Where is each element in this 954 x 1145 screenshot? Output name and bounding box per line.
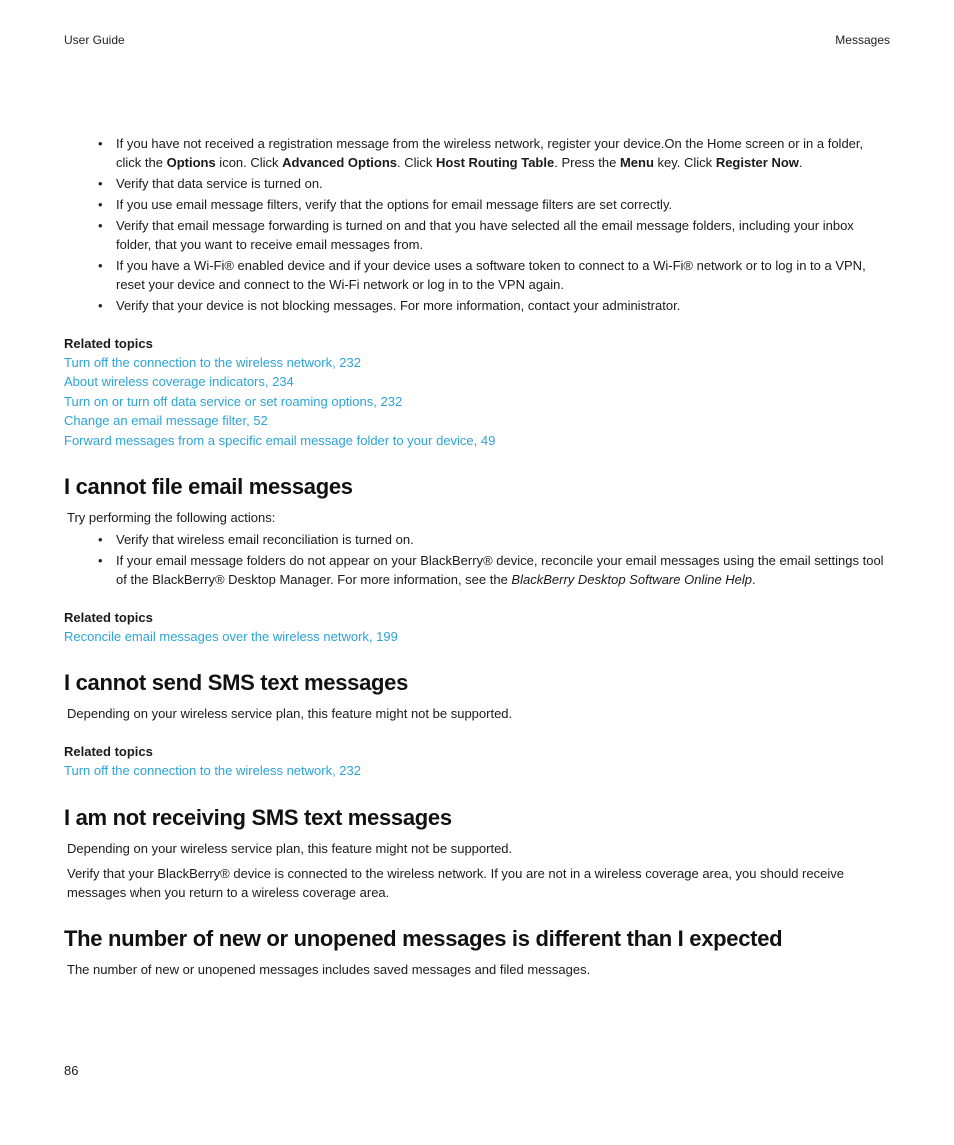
related-link[interactable]: Change an email message filter, 52 — [64, 413, 268, 429]
doc-title: BlackBerry Desktop Software Online Help — [511, 572, 753, 588]
troubleshooting-list — [64, 134, 892, 315]
list-item: • Verify that your device is not blocking messages. For more information, contact your administrator. — [116, 296, 892, 315]
list-item — [116, 551, 892, 589]
bullet-text: If your email message folders do not appear on your BlackBerry® device, reconcile your email messages using the email settings tool of the BlackBerry® Desktop Manager. For more information, see the — [116, 553, 884, 588]
bullet-text: . Click — [397, 155, 437, 170]
list-item: • Verify that email message forwarding is turned on and that you have selected all the email message folders, including your inbox folder, that you want to receive email messages from. — [116, 216, 892, 254]
related-link[interactable]: About wireless coverage indicators, 234 — [64, 374, 294, 390]
section-intro: Depending on your wireless service plan, this feature might not be supported. — [67, 706, 513, 722]
section-heading-send: I cannot send SMS text messages — [64, 670, 409, 696]
related-topics-title: Related topics — [64, 336, 153, 351]
bullet-text: icon. Click — [215, 155, 283, 170]
list-item — [116, 134, 892, 172]
ui-term: Advanced Options — [282, 155, 398, 170]
related-link[interactable]: Turn off the connection to the wireless network, 232 — [64, 763, 362, 779]
related-link[interactable]: Forward messages from a specific email message folder to your device, 49 — [64, 432, 496, 448]
list-item: • Verify that data service is turned on. — [116, 174, 892, 193]
related-topics-links — [64, 761, 892, 780]
running-header-title: User Guide — [64, 33, 125, 47]
list-item: • Verify that wireless email reconciliation is turned on. — [116, 530, 892, 549]
ui-term: Options — [166, 155, 216, 170]
running-header-section: Messages — [835, 33, 890, 47]
related-topics-links — [64, 627, 892, 646]
section-heading-file: I cannot file email messages — [64, 474, 353, 500]
list-item: • If you use email message filters, verify that the options for email message filters are set correctly. — [116, 195, 892, 214]
ui-term: Menu — [619, 155, 654, 170]
related-link[interactable]: Reconcile email messages over the wireless network, 199 — [64, 629, 398, 645]
paragraph: Depending on your wireless service plan, this feature might not be supported. — [67, 840, 513, 856]
bullet-text: key. Click — [653, 155, 716, 170]
related-topics-links — [64, 353, 892, 450]
paragraph: Verify that your BlackBerry® device is connected to the wireless network. If you are not in a wireless coverage area, you should receive messages when you return to a wireless coverage area. — [67, 865, 844, 900]
section-heading-number: The number of new or unopened messages is different than I expected — [64, 925, 783, 951]
section-intro: Try performing the following actions: — [67, 510, 276, 526]
action-list — [64, 530, 892, 589]
paragraph: The number of new or unopened messages includes saved messages and filed messages. — [67, 961, 591, 977]
ui-term: Register Now — [715, 155, 799, 170]
related-link[interactable]: Turn off the connection to the wireless network, 232 — [64, 355, 362, 370]
list-item: • If you have a Wi-Fi® enabled device and if your device uses a software token to connect to a Wi-Fi® network or to log in to a VPN, reset your device and connect to the Wi-Fi network or log in to the VPN again. — [116, 256, 892, 294]
related-topics-title: Related topics — [64, 610, 153, 626]
page-content — [64, 134, 892, 985]
bullet-text: . Press the — [554, 155, 620, 170]
bullet-text: . — [752, 572, 756, 588]
section-heading-receive: I am not receiving SMS text messages — [64, 804, 452, 830]
bullet-text: . — [798, 155, 803, 170]
page-number: 86 — [64, 1063, 79, 1078]
related-topics-title: Related topics — [64, 744, 153, 760]
bullet-text: If you have not received a registration message from the wireless network, register your device.On the Home screen or in a folder, click the — [116, 136, 864, 170]
ui-term: Host Routing Table — [436, 155, 555, 170]
related-link[interactable]: Turn on or turn off data service or set roaming options, 232 — [64, 393, 403, 409]
